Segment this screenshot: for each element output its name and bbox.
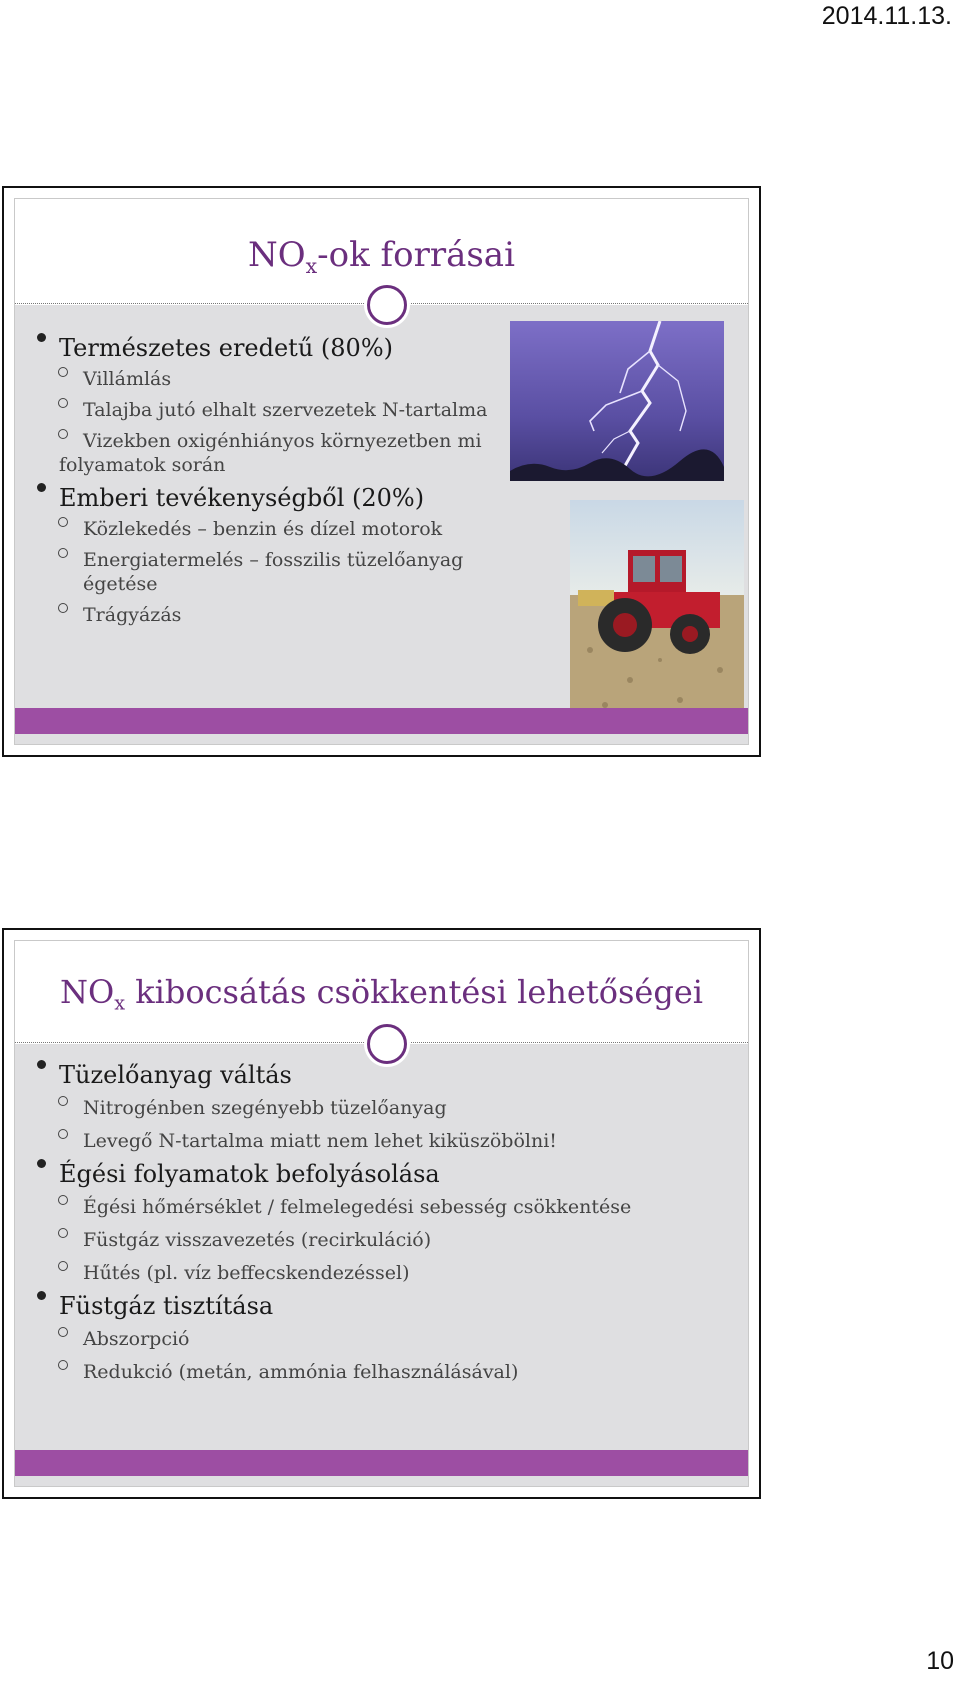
title-subscript: x — [305, 254, 318, 279]
sub-bullet-text: Abszorpció — [83, 1328, 190, 1350]
sub-bullet-text: Talajba jutó elhalt szervezetek N-tartalma — [83, 399, 488, 421]
sub-bullet — [15, 548, 535, 596]
sub-bullet — [15, 429, 535, 477]
sub-bullet-text: Vizekben oxigénhiányos környezetben mi — [83, 430, 482, 452]
bullet-fuel-switch — [15, 1060, 748, 1090]
bullet-natural — [15, 333, 535, 363]
sub-bullet — [15, 367, 535, 391]
header-date: 2014.11.13. — [821, 2, 952, 30]
title-rest: -ok forrásai — [317, 235, 515, 275]
slide-nox-sources — [2, 186, 761, 757]
divider-circle-icon — [367, 1024, 407, 1064]
bullet-text: Természetes eredetű (80%) — [59, 334, 393, 362]
title-rest: kibocsátás csökkentési lehetőségei — [125, 973, 703, 1011]
sub-bullet-text: Trágyázás — [83, 604, 182, 626]
bullet-text: Égési folyamatok befolyásolása — [59, 1160, 440, 1188]
content-area — [15, 305, 748, 744]
divider-circle-icon — [367, 285, 407, 325]
bullet-list — [15, 1060, 748, 1384]
slide-frame — [14, 198, 749, 745]
sub-bullet — [15, 398, 535, 422]
slide-title — [15, 973, 748, 1015]
sub-bullet — [15, 1327, 748, 1351]
sub-bullet — [15, 603, 535, 627]
sub-bullet — [15, 1228, 748, 1252]
sub-bullet-text: Nitrogénben szegényebb tüzelőanyag — [83, 1097, 447, 1119]
bullet-human — [15, 483, 535, 513]
slide-nox-reduction — [2, 928, 761, 1499]
sub-bullet — [15, 517, 535, 541]
slide-frame — [14, 940, 749, 1487]
content-area — [15, 1044, 748, 1486]
page-number: 10 — [926, 1647, 954, 1675]
sub-bullet — [15, 1096, 748, 1120]
tractor-photo — [570, 500, 744, 722]
sub-bullet-text: Füstgáz visszavezetés (recirkuláció) — [83, 1229, 432, 1251]
sub-bullet — [15, 1261, 748, 1285]
title-subscript: x — [114, 991, 126, 1015]
sub-bullet-text: Energiatermelés – fosszilis tüzelőanyag égetése — [83, 549, 464, 595]
sub-bullet — [15, 1129, 748, 1153]
footer-bar — [15, 1450, 748, 1476]
lightning-photo — [510, 321, 724, 481]
sub-bullet-text: Villámlás — [83, 368, 172, 390]
bullet-list — [15, 333, 535, 627]
bullet-text: Füstgáz tisztítása — [59, 1292, 274, 1320]
sub-bullet-text: Égési hőmérséklet / felmelegedési sebesség csökkentése — [83, 1196, 632, 1218]
sub-bullet-text-continued: folyamatok során — [59, 454, 226, 476]
bullet-combustion — [15, 1159, 748, 1189]
sub-bullet — [15, 1195, 748, 1219]
slide-title — [15, 235, 748, 278]
bullet-text: Tüzelőanyag váltás — [59, 1061, 292, 1089]
bullet-text: Emberi tevékenységből (20%) — [59, 484, 425, 512]
sub-bullet-text: Redukció (metán, ammónia felhasználásával) — [83, 1361, 519, 1383]
title-main: NO — [248, 235, 306, 275]
sub-bullet-text: Levegő N-tartalma miatt nem lehet kiküszöbölni! — [83, 1130, 557, 1152]
sub-bullet-text: Közlekedés – benzin és dízel motorok — [83, 518, 443, 540]
bullet-flue-gas — [15, 1291, 748, 1321]
title-main: NO — [60, 973, 115, 1011]
sub-bullet-text: Hűtés (pl. víz beffecskendezéssel) — [83, 1262, 410, 1284]
sub-bullet — [15, 1360, 748, 1384]
footer-bar — [15, 708, 748, 734]
